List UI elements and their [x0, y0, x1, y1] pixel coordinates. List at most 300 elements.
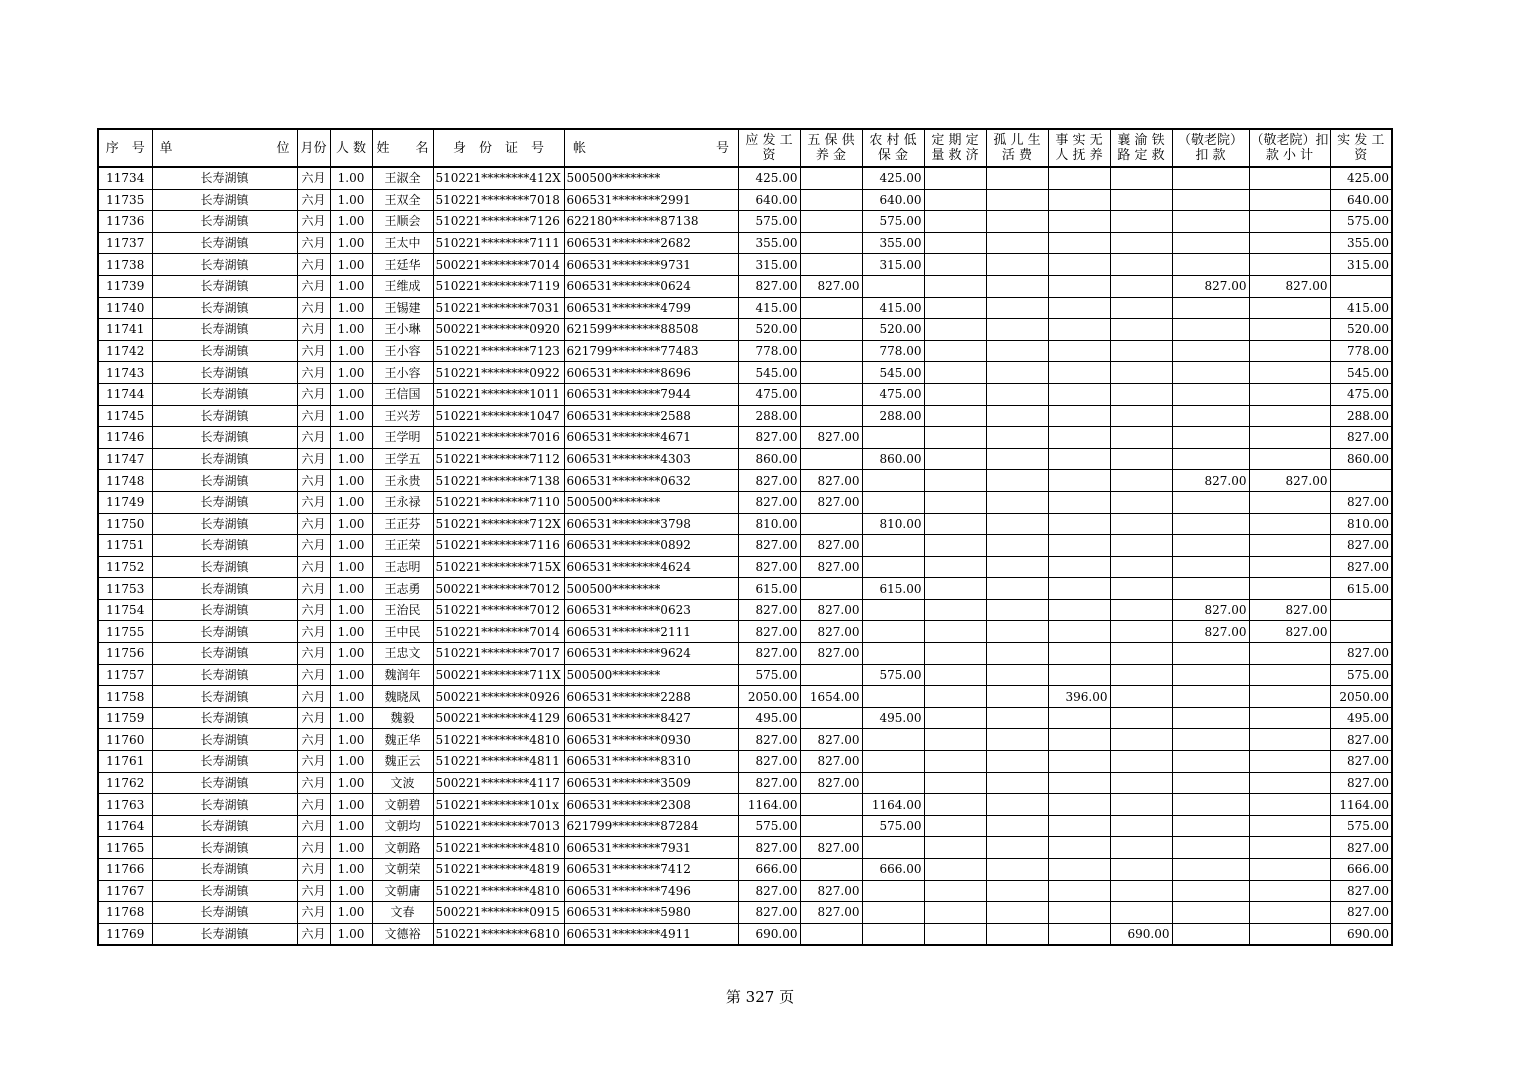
cell-nursing-deduction: [1172, 319, 1249, 341]
cell-orphan-allowance: [986, 729, 1048, 751]
cell-count: 1.00: [330, 232, 372, 254]
cell-rural-dibao: [862, 275, 924, 297]
cell-net-pay: 827.00: [1330, 643, 1392, 665]
cell-net-pay: [1330, 470, 1392, 492]
cell-railway-relief: [1110, 340, 1172, 362]
table-row: [98, 535, 1392, 557]
cell-unsupported-child: [1048, 643, 1110, 665]
cell-month: 六月: [297, 599, 330, 621]
cell-net-pay: 827.00: [1330, 751, 1392, 773]
cell-orphan-allowance: [986, 211, 1048, 233]
header-name: 姓 名: [372, 129, 433, 167]
cell-five-guarantee: [800, 340, 862, 362]
table-row: [98, 837, 1392, 859]
cell-unsupported-child: [1048, 211, 1110, 233]
cell-rural-dibao: 355.00: [862, 232, 924, 254]
cell-account: 606531********7944: [564, 383, 738, 405]
header-seq: 序 号: [98, 129, 152, 167]
cell-name: 文朝均: [372, 815, 433, 837]
cell-five-guarantee: 827.00: [800, 427, 862, 449]
cell-railway-relief: [1110, 815, 1172, 837]
cell-net-pay: 827.00: [1330, 729, 1392, 751]
cell-unsupported-child: [1048, 902, 1110, 924]
cell-deduction-subtotal: [1249, 383, 1330, 405]
cell-deduction-subtotal: [1249, 491, 1330, 513]
table-row: [98, 491, 1392, 513]
cell-id-number: 510221********715X: [433, 556, 564, 578]
cell-nursing-deduction: [1172, 189, 1249, 211]
cell-count: 1.00: [330, 837, 372, 859]
cell-nursing-deduction: [1172, 535, 1249, 557]
cell-net-pay: 827.00: [1330, 556, 1392, 578]
cell-net-pay: 615.00: [1330, 578, 1392, 600]
cell-fixed-relief: [924, 491, 986, 513]
cell-unsupported-child: [1048, 275, 1110, 297]
cell-gross-pay: 355.00: [738, 232, 800, 254]
cell-five-guarantee: [800, 448, 862, 470]
cell-orphan-allowance: [986, 470, 1048, 492]
cell-rural-dibao: 545.00: [862, 362, 924, 384]
cell-rural-dibao: 315.00: [862, 254, 924, 276]
cell-fixed-relief: [924, 707, 986, 729]
cell-unsupported-child: [1048, 772, 1110, 794]
cell-unit: 长寿湖镇: [152, 448, 297, 470]
cell-nursing-deduction: [1172, 751, 1249, 773]
cell-five-guarantee: 827.00: [800, 772, 862, 794]
cell-unit: 长寿湖镇: [152, 815, 297, 837]
cell-deduction-subtotal: [1249, 880, 1330, 902]
cell-count: 1.00: [330, 427, 372, 449]
cell-net-pay: 545.00: [1330, 362, 1392, 384]
cell-deduction-subtotal: [1249, 211, 1330, 233]
cell-deduction-subtotal: [1249, 513, 1330, 535]
cell-unsupported-child: [1048, 167, 1110, 189]
cell-count: 1.00: [330, 319, 372, 341]
cell-account: 500500********: [564, 578, 738, 600]
header-deduction-subtotal: （敬老院）扣 款 小 计: [1249, 129, 1330, 167]
cell-unsupported-child: [1048, 859, 1110, 881]
cell-unsupported-child: 396.00: [1048, 686, 1110, 708]
cell-count: 1.00: [330, 405, 372, 427]
cell-railway-relief: [1110, 578, 1172, 600]
cell-orphan-allowance: [986, 902, 1048, 924]
table-row: [98, 686, 1392, 708]
cell-railway-relief: [1110, 383, 1172, 405]
cell-seq: 11757: [98, 664, 152, 686]
cell-deduction-subtotal: [1249, 859, 1330, 881]
cell-deduction-subtotal: 827.00: [1249, 470, 1330, 492]
cell-orphan-allowance: [986, 535, 1048, 557]
cell-unit: 长寿湖镇: [152, 232, 297, 254]
cell-deduction-subtotal: 827.00: [1249, 275, 1330, 297]
cell-unit: 长寿湖镇: [152, 664, 297, 686]
cell-railway-relief: [1110, 751, 1172, 773]
cell-unit: 长寿湖镇: [152, 427, 297, 449]
cell-railway-relief: [1110, 189, 1172, 211]
cell-unsupported-child: [1048, 232, 1110, 254]
cell-orphan-allowance: [986, 794, 1048, 816]
cell-account: 606531********9731: [564, 254, 738, 276]
cell-nursing-deduction: [1172, 837, 1249, 859]
cell-five-guarantee: [800, 232, 862, 254]
cell-deduction-subtotal: 827.00: [1249, 621, 1330, 643]
cell-unsupported-child: [1048, 427, 1110, 449]
cell-unit: 长寿湖镇: [152, 729, 297, 751]
cell-five-guarantee: [800, 189, 862, 211]
table-row: [98, 211, 1392, 233]
cell-count: 1.00: [330, 383, 372, 405]
cell-account: 606531********7496: [564, 880, 738, 902]
cell-name: 魏毅: [372, 707, 433, 729]
table-row: [98, 448, 1392, 470]
cell-id-number: 510221********7111: [433, 232, 564, 254]
cell-id-number: 510221********7017: [433, 643, 564, 665]
cell-count: 1.00: [330, 254, 372, 276]
cell-month: 六月: [297, 470, 330, 492]
table-row: [98, 189, 1392, 211]
cell-rural-dibao: [862, 491, 924, 513]
header-five-guarantee: 五 保 供养 金: [800, 129, 862, 167]
cell-unit: 长寿湖镇: [152, 923, 297, 945]
cell-rural-dibao: 288.00: [862, 405, 924, 427]
cell-count: 1.00: [330, 189, 372, 211]
table-row: [98, 470, 1392, 492]
cell-deduction-subtotal: [1249, 427, 1330, 449]
cell-count: 1.00: [330, 621, 372, 643]
cell-nursing-deduction: 827.00: [1172, 275, 1249, 297]
cell-railway-relief: [1110, 643, 1172, 665]
cell-nursing-deduction: [1172, 859, 1249, 881]
cell-nursing-deduction: [1172, 729, 1249, 751]
cell-month: 六月: [297, 319, 330, 341]
cell-seq: 11744: [98, 383, 152, 405]
cell-account: 606531********0930: [564, 729, 738, 751]
cell-name: 文朝荣: [372, 859, 433, 881]
cell-orphan-allowance: [986, 362, 1048, 384]
cell-fixed-relief: [924, 664, 986, 686]
cell-seq: 11751: [98, 535, 152, 557]
table-row: [98, 275, 1392, 297]
cell-orphan-allowance: [986, 815, 1048, 837]
cell-nursing-deduction: [1172, 448, 1249, 470]
cell-gross-pay: 827.00: [738, 275, 800, 297]
cell-deduction-subtotal: [1249, 167, 1330, 189]
cell-rural-dibao: 415.00: [862, 297, 924, 319]
cell-railway-relief: [1110, 297, 1172, 319]
cell-fixed-relief: [924, 297, 986, 319]
cell-account: 606531********2111: [564, 621, 738, 643]
cell-gross-pay: 827.00: [738, 751, 800, 773]
cell-month: 六月: [297, 427, 330, 449]
cell-fixed-relief: [924, 362, 986, 384]
cell-account: 606531********4624: [564, 556, 738, 578]
cell-name: 文朝路: [372, 837, 433, 859]
cell-unit: 长寿湖镇: [152, 902, 297, 924]
cell-five-guarantee: [800, 405, 862, 427]
table-row: [98, 621, 1392, 643]
cell-fixed-relief: [924, 578, 986, 600]
cell-name: 王淑全: [372, 167, 433, 189]
cell-id-number: 510221********0922: [433, 362, 564, 384]
cell-account: 606531********5980: [564, 902, 738, 924]
cell-id-number: 500221********0926: [433, 686, 564, 708]
cell-gross-pay: 615.00: [738, 578, 800, 600]
page-number: 第 327 页: [725, 988, 795, 1006]
cell-count: 1.00: [330, 794, 372, 816]
cell-deduction-subtotal: [1249, 902, 1330, 924]
cell-nursing-deduction: [1172, 254, 1249, 276]
cell-fixed-relief: [924, 686, 986, 708]
cell-account: 606531********2288: [564, 686, 738, 708]
cell-unsupported-child: [1048, 556, 1110, 578]
cell-account: 606531********9624: [564, 643, 738, 665]
table-row: [98, 167, 1392, 189]
cell-seq: 11737: [98, 232, 152, 254]
cell-unit: 长寿湖镇: [152, 751, 297, 773]
cell-gross-pay: 827.00: [738, 643, 800, 665]
cell-railway-relief: [1110, 167, 1172, 189]
cell-rural-dibao: 575.00: [862, 211, 924, 233]
cell-unit: 长寿湖镇: [152, 535, 297, 557]
cell-unsupported-child: [1048, 297, 1110, 319]
cell-id-number: 510221********4810: [433, 837, 564, 859]
table-row: [98, 340, 1392, 362]
cell-gross-pay: 860.00: [738, 448, 800, 470]
relief-payment-table: [97, 128, 1393, 946]
cell-unit: 长寿湖镇: [152, 319, 297, 341]
cell-orphan-allowance: [986, 772, 1048, 794]
header-net-pay: 实 发 工资: [1330, 129, 1392, 167]
cell-gross-pay: 827.00: [738, 427, 800, 449]
cell-gross-pay: 827.00: [738, 470, 800, 492]
cell-net-pay: 575.00: [1330, 211, 1392, 233]
cell-unsupported-child: [1048, 599, 1110, 621]
cell-name: 文波: [372, 772, 433, 794]
cell-name: 文德裕: [372, 923, 433, 945]
cell-net-pay: 575.00: [1330, 664, 1392, 686]
cell-account: 606531********0632: [564, 470, 738, 492]
cell-fixed-relief: [924, 470, 986, 492]
cell-count: 1.00: [330, 686, 372, 708]
cell-count: 1.00: [330, 729, 372, 751]
cell-month: 六月: [297, 491, 330, 513]
cell-id-number: 510221********7013: [433, 815, 564, 837]
header-row: [98, 129, 1392, 167]
cell-month: 六月: [297, 837, 330, 859]
cell-orphan-allowance: [986, 319, 1048, 341]
cell-deduction-subtotal: [1249, 751, 1330, 773]
cell-unit: 长寿湖镇: [152, 275, 297, 297]
cell-account: 606531********2588: [564, 405, 738, 427]
cell-unsupported-child: [1048, 254, 1110, 276]
cell-nursing-deduction: [1172, 167, 1249, 189]
cell-fixed-relief: [924, 427, 986, 449]
cell-unsupported-child: [1048, 578, 1110, 600]
cell-gross-pay: 640.00: [738, 189, 800, 211]
cell-orphan-allowance: [986, 232, 1048, 254]
cell-fixed-relief: [924, 643, 986, 665]
cell-gross-pay: 827.00: [738, 491, 800, 513]
cell-gross-pay: 827.00: [738, 880, 800, 902]
cell-fixed-relief: [924, 815, 986, 837]
cell-five-guarantee: 827.00: [800, 751, 862, 773]
cell-month: 六月: [297, 859, 330, 881]
cell-month: 六月: [297, 772, 330, 794]
cell-net-pay: 425.00: [1330, 167, 1392, 189]
cell-count: 1.00: [330, 599, 372, 621]
cell-unsupported-child: [1048, 383, 1110, 405]
cell-account: 606531********8310: [564, 751, 738, 773]
cell-rural-dibao: 666.00: [862, 859, 924, 881]
cell-orphan-allowance: [986, 556, 1048, 578]
cell-railway-relief: [1110, 254, 1172, 276]
cell-gross-pay: 827.00: [738, 535, 800, 557]
cell-net-pay: 355.00: [1330, 232, 1392, 254]
cell-fixed-relief: [924, 448, 986, 470]
cell-unit: 长寿湖镇: [152, 837, 297, 859]
cell-railway-relief: [1110, 599, 1172, 621]
cell-name: 王兴芳: [372, 405, 433, 427]
cell-account: 606531********4911: [564, 923, 738, 945]
cell-count: 1.00: [330, 923, 372, 945]
cell-rural-dibao: 860.00: [862, 448, 924, 470]
cell-gross-pay: 575.00: [738, 815, 800, 837]
cell-name: 王顺会: [372, 211, 433, 233]
cell-count: 1.00: [330, 902, 372, 924]
cell-id-number: 510221********4811: [433, 751, 564, 773]
cell-month: 六月: [297, 211, 330, 233]
cell-seq: 11766: [98, 859, 152, 881]
cell-unit: 长寿湖镇: [152, 859, 297, 881]
cell-seq: 11753: [98, 578, 152, 600]
cell-account: 606531********4303: [564, 448, 738, 470]
cell-id-number: 510221********7014: [433, 621, 564, 643]
cell-five-guarantee: [800, 254, 862, 276]
cell-railway-relief: [1110, 621, 1172, 643]
table-row: [98, 297, 1392, 319]
cell-unsupported-child: [1048, 880, 1110, 902]
cell-deduction-subtotal: [1249, 815, 1330, 837]
cell-net-pay: 827.00: [1330, 427, 1392, 449]
cell-fixed-relief: [924, 556, 986, 578]
cell-deduction-subtotal: [1249, 297, 1330, 319]
cell-net-pay: 288.00: [1330, 405, 1392, 427]
cell-id-number: 500221********4129: [433, 707, 564, 729]
cell-fixed-relief: [924, 880, 986, 902]
cell-id-number: 510221********7018: [433, 189, 564, 211]
table-row: [98, 859, 1392, 881]
cell-account: 606531********2682: [564, 232, 738, 254]
cell-month: 六月: [297, 880, 330, 902]
cell-net-pay: 666.00: [1330, 859, 1392, 881]
cell-deduction-subtotal: [1249, 643, 1330, 665]
cell-count: 1.00: [330, 211, 372, 233]
cell-deduction-subtotal: [1249, 772, 1330, 794]
cell-month: 六月: [297, 340, 330, 362]
cell-count: 1.00: [330, 535, 372, 557]
cell-net-pay: 520.00: [1330, 319, 1392, 341]
table-row: [98, 362, 1392, 384]
cell-gross-pay: 827.00: [738, 902, 800, 924]
cell-unit: 长寿湖镇: [152, 556, 297, 578]
cell-unit: 长寿湖镇: [152, 189, 297, 211]
cell-seq: 11768: [98, 902, 152, 924]
cell-fixed-relief: [924, 902, 986, 924]
cell-name: 王治民: [372, 599, 433, 621]
cell-railway-relief: [1110, 211, 1172, 233]
cell-unit: 长寿湖镇: [152, 880, 297, 902]
cell-seq: 11740: [98, 297, 152, 319]
cell-orphan-allowance: [986, 297, 1048, 319]
cell-gross-pay: 827.00: [738, 556, 800, 578]
cell-name: 王正芬: [372, 513, 433, 535]
cell-gross-pay: 520.00: [738, 319, 800, 341]
cell-orphan-allowance: [986, 664, 1048, 686]
cell-net-pay: 495.00: [1330, 707, 1392, 729]
cell-seq: 11739: [98, 275, 152, 297]
cell-name: 王永禄: [372, 491, 433, 513]
cell-id-number: 510221********7123: [433, 340, 564, 362]
cell-five-guarantee: 827.00: [800, 880, 862, 902]
table-row: [98, 319, 1392, 341]
cell-unsupported-child: [1048, 923, 1110, 945]
header-nursing-deduction: （敬老院）扣 款: [1172, 129, 1249, 167]
cell-net-pay: 575.00: [1330, 815, 1392, 837]
cell-fixed-relief: [924, 513, 986, 535]
cell-name: 文春: [372, 902, 433, 924]
cell-nursing-deduction: [1172, 427, 1249, 449]
cell-unsupported-child: [1048, 837, 1110, 859]
cell-fixed-relief: [924, 535, 986, 557]
cell-net-pay: [1330, 275, 1392, 297]
cell-deduction-subtotal: [1249, 254, 1330, 276]
cell-railway-relief: [1110, 319, 1172, 341]
cell-deduction-subtotal: [1249, 340, 1330, 362]
cell-nursing-deduction: [1172, 643, 1249, 665]
cell-railway-relief: [1110, 275, 1172, 297]
cell-name: 王锡建: [372, 297, 433, 319]
header-account: 帐 号: [564, 129, 738, 167]
cell-five-guarantee: [800, 167, 862, 189]
cell-name: 王廷华: [372, 254, 433, 276]
cell-id-number: 510221********1047: [433, 405, 564, 427]
cell-nursing-deduction: [1172, 664, 1249, 686]
cell-id-number: 510221********7119: [433, 275, 564, 297]
cell-seq: 11745: [98, 405, 152, 427]
cell-railway-relief: [1110, 902, 1172, 924]
cell-count: 1.00: [330, 491, 372, 513]
cell-deduction-subtotal: [1249, 729, 1330, 751]
cell-deduction-subtotal: [1249, 837, 1330, 859]
cell-deduction-subtotal: [1249, 707, 1330, 729]
cell-account: 500500********: [564, 167, 738, 189]
cell-fixed-relief: [924, 621, 986, 643]
cell-month: 六月: [297, 686, 330, 708]
cell-fixed-relief: [924, 599, 986, 621]
cell-seq: 11735: [98, 189, 152, 211]
cell-nursing-deduction: [1172, 880, 1249, 902]
cell-railway-relief: [1110, 859, 1172, 881]
cell-orphan-allowance: [986, 189, 1048, 211]
cell-account: 606531********4799: [564, 297, 738, 319]
cell-five-guarantee: [800, 664, 862, 686]
cell-rural-dibao: [862, 686, 924, 708]
cell-name: 王中民: [372, 621, 433, 643]
cell-name: 王维成: [372, 275, 433, 297]
cell-nursing-deduction: [1172, 491, 1249, 513]
cell-net-pay: 827.00: [1330, 902, 1392, 924]
table-row: [98, 902, 1392, 924]
